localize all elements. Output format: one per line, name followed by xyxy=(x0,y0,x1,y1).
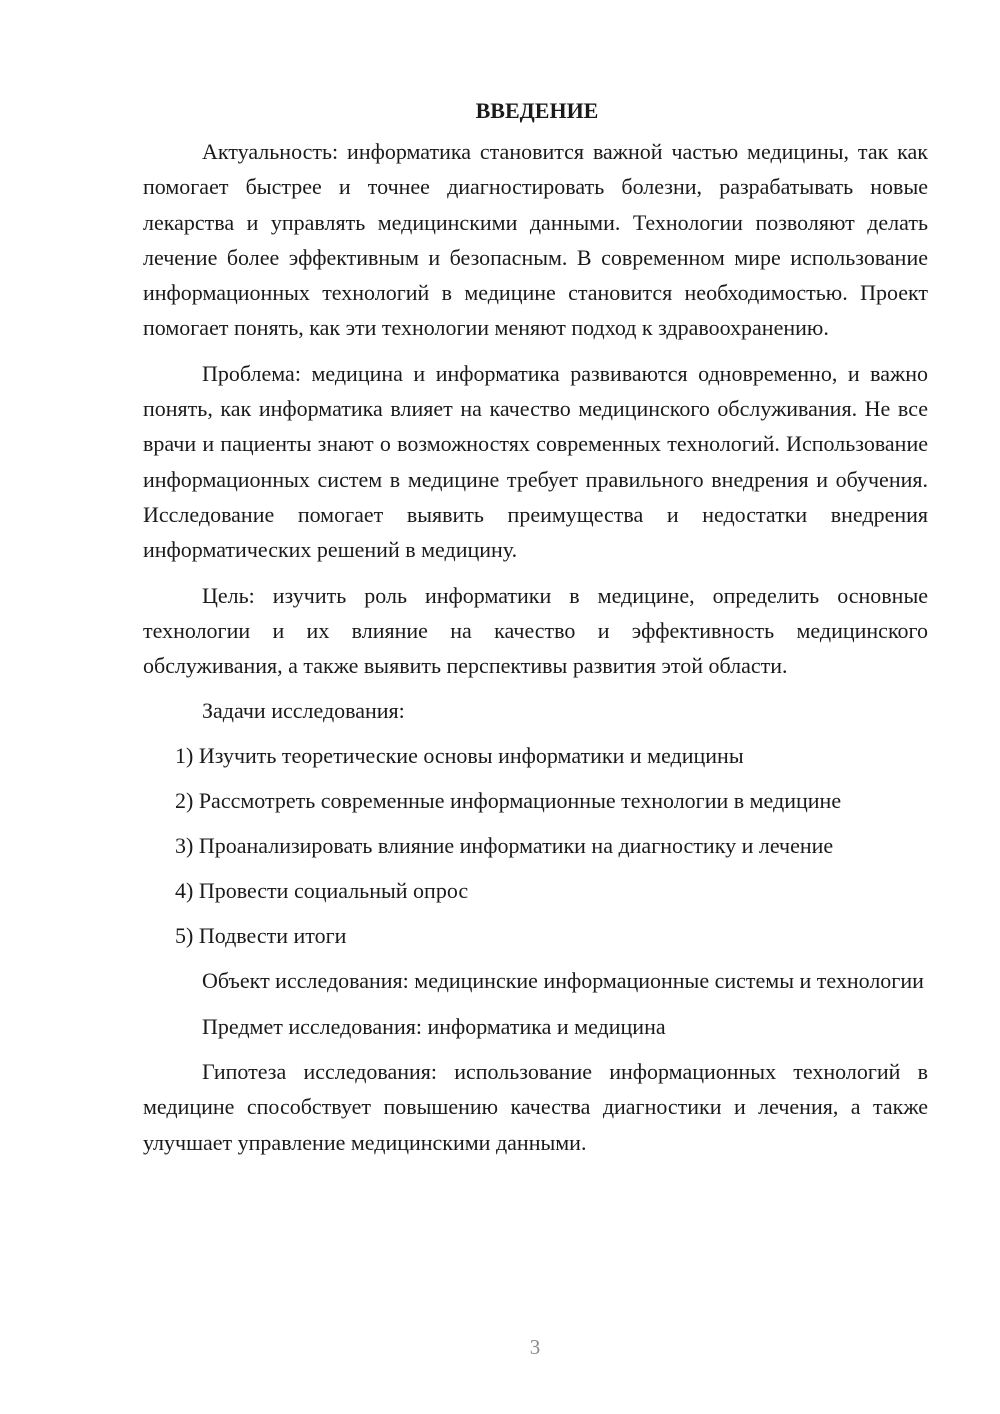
goal-paragraph: Цель: изучить роль информатики в медицине, определить основные технологии и их влияние на качество и эффективность медицинского обслуживания, а также выявить перспективы развития этой области. xyxy=(143,582,928,679)
task-item-2: 2) Рассмотреть современные информационные технологии в медицине xyxy=(175,788,842,814)
subject-paragraph: Предмет исследования: информатика и медицина xyxy=(202,1013,666,1039)
problem-paragraph: Проблема: медицина и информатика развиваются одновременно, и важно понять, как информатика влияет на качество медицинского обслуживания. Не все врачи и пациенты знают о возможностях современных технологий. Использование информационных систем в медицине требует правильного внедрения и обучения. Исследование помогает выявить преимущества и недостатки внедрения информатических решений в медицину. xyxy=(143,360,928,563)
page-number: 3 xyxy=(529,1335,541,1359)
task-item-4: 4) Провести социальный опрос xyxy=(175,878,469,904)
relevance-paragraph: Актуальность: информатика становится важной частью медицины, так как помогает быстрее и точнее диагностировать болезни, разрабатывать новые лекарства и управлять медицинскими данными. Технологии позволяют делать лечение более эффективным и безопасным. В современном мире использование информационных технологий в медицине становится необходимостью. Проект помогает понять, как эти технологии меняют подход к здравоохранению. xyxy=(143,139,928,341)
tasks-intro: Задачи исследования: xyxy=(202,698,405,724)
task-item-3: 3) Проанализировать влияние информатики на диагностику и лечение xyxy=(175,833,834,859)
task-item-5: 5) Подвести итоги xyxy=(175,923,347,949)
object-paragraph: Объект исследования: медицинские информационные системы и технологии xyxy=(202,968,924,994)
page-content xyxy=(143,96,928,1170)
hypothesis-paragraph: Гипотеза исследования: использование информационных технологий в медицине способствует повышению качества диагностики и лечения, а также улучшает управление медицинскими данными. xyxy=(143,1059,928,1155)
task-item-1: 1) Изучить теоретические основы информатики и медицины xyxy=(175,743,744,769)
tasks-list xyxy=(143,738,928,953)
page-title: ВВЕДЕНИЕ xyxy=(475,98,599,123)
